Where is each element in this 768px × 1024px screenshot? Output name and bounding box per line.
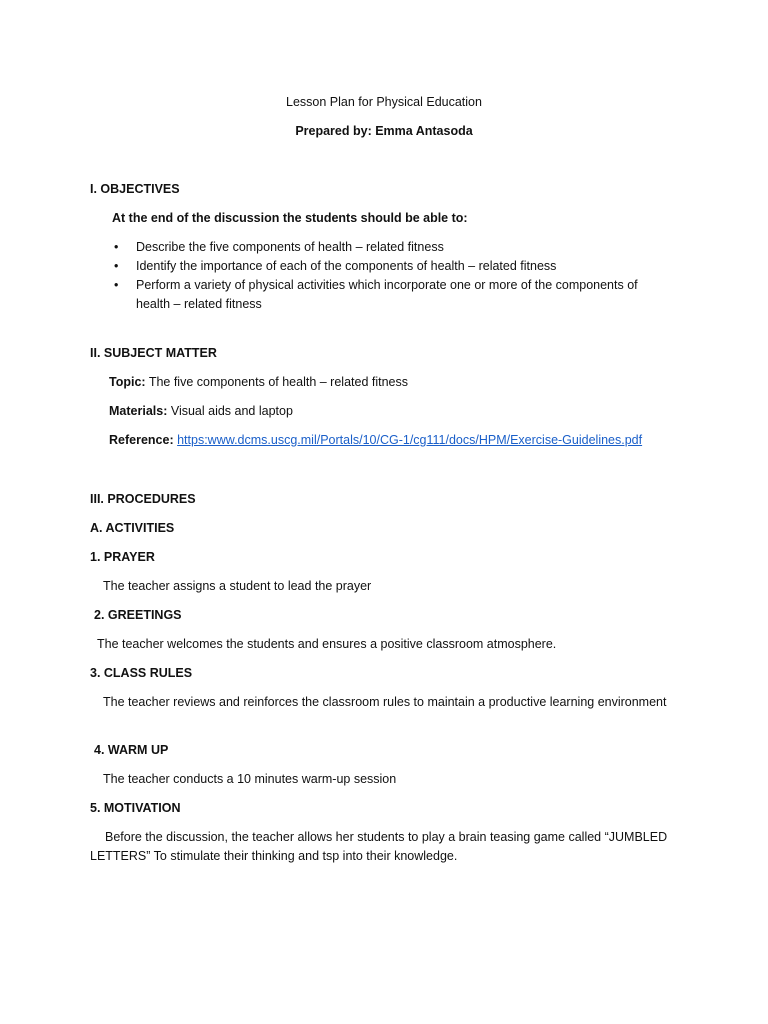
objectives-intro: At the end of the discussion the students should be able to: — [112, 211, 468, 225]
bullet-icon: • — [114, 259, 119, 273]
step-title-greetings: 2. GREETINGS — [94, 608, 182, 622]
step-text-motivation: Before the discussion, the teacher allows her students to play a brain teasing game called “JUMBLED LETTERS” To stimulate their thinking and tsp into their knowledge. — [90, 830, 668, 863]
bullet-icon: • — [114, 278, 119, 292]
step-title-motivation: 5. MOTIVATION — [90, 801, 181, 815]
step-title-class-rules: 3. CLASS RULES — [90, 666, 193, 680]
step-title-prayer: 1. PRAYER — [90, 550, 155, 564]
materials-line — [109, 402, 293, 420]
objectives-heading: I. OBJECTIVES — [90, 182, 180, 196]
step-text-warm-up: The teacher conducts a 10 minutes warm-up session — [103, 772, 397, 786]
step-text-prayer: The teacher assigns a student to lead the prayer — [103, 579, 372, 593]
reference-line — [109, 431, 642, 449]
objective-text: Describe the five components of health – related fitness — [136, 240, 444, 254]
step-title-warm-up: 4. WARM UP — [94, 743, 169, 757]
document-title: Lesson Plan for Physical Education — [286, 95, 482, 109]
procedures-heading: III. PROCEDURES — [90, 492, 196, 506]
objectives-list — [112, 238, 672, 314]
materials-label: Materials: — [109, 404, 168, 418]
step-text-class-rules: The teacher reviews and reinforces the classroom rules to maintain a productive learning environment — [103, 695, 667, 709]
topic-line — [109, 373, 408, 391]
reference-link[interactable]: https:www.dcms.uscg.mil/Portals/10/CG-1/cg111/docs/HPM/Exercise-Guidelines.pdf — [177, 433, 643, 447]
prepared-by: Prepared by: Emma Antasoda — [295, 124, 473, 138]
list-item — [112, 238, 672, 257]
topic-value: The five components of health – related fitness — [145, 375, 409, 389]
activities-subheading: A. ACTIVITIES — [90, 521, 175, 535]
bullet-icon: • — [114, 240, 119, 254]
objective-text: Identify the importance of each of the components of health – related fitness — [136, 259, 557, 273]
list-item — [112, 257, 672, 276]
topic-label: Topic: — [109, 375, 146, 389]
materials-value: Visual aids and laptop — [167, 404, 293, 418]
subject-matter-heading: II. SUBJECT MATTER — [90, 346, 217, 360]
objective-text: Perform a variety of physical activities which incorporate one or more of the components of health – related fitness — [136, 278, 638, 311]
step-text-greetings: The teacher welcomes the students and ensures a positive classroom atmosphere. — [97, 637, 557, 651]
list-item — [112, 276, 672, 314]
reference-label: Reference: — [109, 433, 174, 447]
